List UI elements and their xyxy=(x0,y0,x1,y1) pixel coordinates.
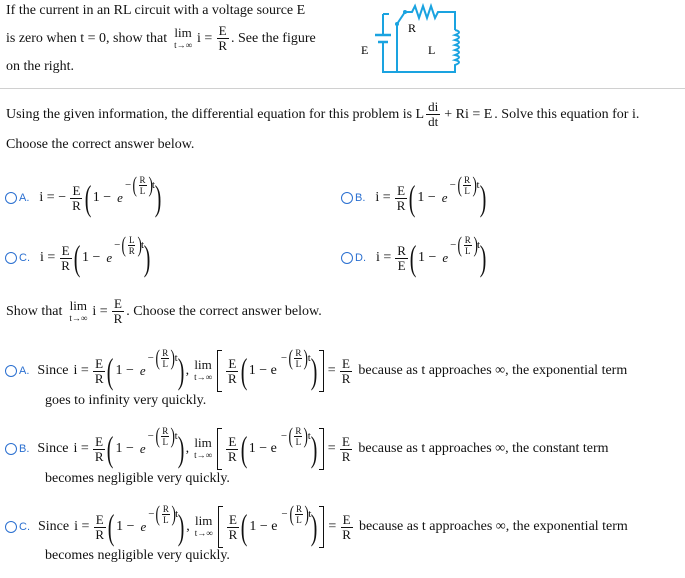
exp-base: e xyxy=(441,190,448,205)
exp-base: e xyxy=(139,363,146,378)
fraction xyxy=(294,348,302,369)
fraction xyxy=(340,513,353,542)
radio-button[interactable] xyxy=(5,192,17,204)
since-label: Since xyxy=(37,363,69,378)
exponent xyxy=(125,174,155,196)
numerator: E xyxy=(342,433,350,449)
denominator: L xyxy=(162,358,168,369)
denominator: R xyxy=(342,526,351,542)
numerator: E xyxy=(61,242,70,258)
limit-label: lim xyxy=(194,357,212,372)
fraction xyxy=(93,435,106,464)
right-paren: ) xyxy=(473,232,478,257)
denominator: L xyxy=(295,358,302,369)
fraction xyxy=(340,357,353,386)
numerator: E xyxy=(342,511,351,527)
formula-text: 1 − e xyxy=(249,519,278,534)
right-paren: ) xyxy=(154,178,162,218)
part2-option-a-line2: goes to infinity very quickly. xyxy=(45,393,207,408)
left-bracket xyxy=(217,428,222,470)
right-paren: ) xyxy=(479,178,486,218)
limit-label: lim xyxy=(194,435,212,450)
fraction xyxy=(139,175,147,196)
fraction xyxy=(226,435,239,464)
exp-power: t xyxy=(175,508,179,520)
formula-text: = xyxy=(327,441,336,456)
denominator: R xyxy=(341,448,351,464)
left-paren: ( xyxy=(288,423,293,448)
exp-power: t xyxy=(476,179,480,191)
part2-option-a[interactable] xyxy=(5,345,628,392)
part1-option-b[interactable] xyxy=(341,172,486,218)
part2-text-post: . Choose the correct answer below. xyxy=(126,303,322,319)
left-paren: ( xyxy=(155,345,160,370)
denominator: E xyxy=(397,257,406,273)
numerator: di xyxy=(428,99,439,114)
numerator: E xyxy=(218,23,227,38)
right-bracket xyxy=(319,350,324,392)
denominator: R xyxy=(396,197,406,213)
exp-power: t xyxy=(151,179,155,191)
fraction xyxy=(59,244,72,273)
numerator: R xyxy=(162,347,169,358)
minus-sign: − xyxy=(281,508,288,520)
formula-text: , xyxy=(186,519,190,534)
part2-option-b[interactable] xyxy=(5,423,609,470)
option-letter: B. xyxy=(19,443,30,455)
left-paren: ( xyxy=(240,429,248,469)
fraction xyxy=(112,297,125,326)
denominator: L xyxy=(139,185,146,196)
fraction xyxy=(161,348,169,369)
left-paren: ( xyxy=(155,423,160,448)
left-paren: ( xyxy=(289,501,294,526)
formula xyxy=(113,423,178,460)
formula-text: + Ri = E xyxy=(444,106,493,122)
radio-button[interactable] xyxy=(341,252,353,264)
formula-text: i = xyxy=(40,250,56,265)
part2-option-c-line2: becomes negligible very quickly. xyxy=(45,548,230,563)
fraction xyxy=(128,235,136,256)
fraction xyxy=(93,513,106,542)
part2-text: Show that xyxy=(6,303,63,319)
numerator: R xyxy=(162,503,169,514)
exp-base: e xyxy=(117,190,123,205)
formula xyxy=(247,423,311,460)
inductor-label: L xyxy=(428,43,436,57)
resistor-label: R xyxy=(408,21,417,35)
denominator: L xyxy=(163,514,169,525)
left-paren: ( xyxy=(107,507,115,547)
option-explanation: because as t approaches ∞, the exponential term xyxy=(358,519,628,534)
formula-text: i = xyxy=(376,250,392,265)
numerator: R xyxy=(139,174,146,185)
part2-option-b-line2: becomes negligible very quickly. xyxy=(45,471,230,486)
fraction xyxy=(295,504,303,525)
exponent xyxy=(450,174,480,196)
denominator: R xyxy=(72,197,81,213)
left-paren: ( xyxy=(241,507,248,547)
exponent xyxy=(281,503,311,525)
part2-option-c[interactable] xyxy=(5,501,628,548)
numerator: R xyxy=(295,425,302,436)
minus-sign: − xyxy=(280,352,288,364)
exp-base: e xyxy=(442,250,449,265)
denominator: R xyxy=(341,370,351,386)
limit-formula xyxy=(66,297,126,326)
numerator: E xyxy=(228,355,237,371)
formula xyxy=(247,345,311,382)
right-paren: ) xyxy=(147,172,153,197)
formula xyxy=(72,423,355,470)
exponent xyxy=(281,425,311,447)
left-bracket xyxy=(218,506,223,548)
numerator: R xyxy=(464,234,471,245)
exp-base: e xyxy=(139,441,146,456)
intro-text: is zero when t = 0, show that xyxy=(6,30,168,46)
exp-power: t xyxy=(141,239,145,251)
formula-text: 1 − xyxy=(81,250,101,265)
right-bracket xyxy=(319,506,324,548)
part2-statement xyxy=(6,297,322,326)
formula xyxy=(114,501,179,538)
formula-text: i = xyxy=(197,30,213,46)
formula-text: i = xyxy=(74,519,90,534)
limit-label: lim xyxy=(174,24,192,40)
exponent xyxy=(148,425,178,447)
exp-power: t xyxy=(308,508,312,520)
denominator: R xyxy=(113,311,123,326)
divider xyxy=(0,88,685,89)
formula-text: , xyxy=(185,441,190,456)
denominator: R xyxy=(94,448,104,464)
formula xyxy=(374,232,487,278)
numerator: E xyxy=(113,296,122,311)
part1-prompt: Choose the correct answer below. xyxy=(6,137,195,152)
exponent xyxy=(281,347,311,369)
fraction xyxy=(226,357,239,386)
formula xyxy=(91,172,155,209)
intro-line-1: If the current in an RL circuit with a voltage source E xyxy=(6,3,306,18)
formula-text: 1 − e xyxy=(248,363,277,378)
fraction xyxy=(161,426,169,447)
radio-button[interactable] xyxy=(5,443,17,455)
limit-subscript: t→∞ xyxy=(194,450,213,460)
minus-sign: − xyxy=(124,179,132,191)
formula xyxy=(113,345,178,382)
fraction xyxy=(463,175,471,196)
numerator: R xyxy=(295,503,302,514)
exponent xyxy=(148,347,178,369)
exponent xyxy=(114,234,144,256)
limit-label: lim xyxy=(69,297,88,313)
right-paren: ) xyxy=(311,507,318,547)
right-paren: ) xyxy=(310,351,318,391)
formula-text: i = xyxy=(73,363,89,378)
denominator: R xyxy=(218,38,227,53)
source-label: E xyxy=(361,43,369,57)
numerator: E xyxy=(397,182,406,198)
right-paren: ) xyxy=(143,238,151,278)
limit xyxy=(194,359,212,383)
denominator: R xyxy=(128,245,135,256)
exp-base: e xyxy=(106,250,113,265)
exponent xyxy=(148,503,178,525)
denominator: R xyxy=(94,370,104,386)
formula xyxy=(415,172,480,209)
denominator: R xyxy=(228,448,237,464)
numerator: R xyxy=(162,425,169,436)
formula xyxy=(373,172,486,218)
denominator: L xyxy=(295,436,302,447)
formula xyxy=(416,232,481,269)
option-letter: A. xyxy=(19,192,30,204)
fraction xyxy=(227,513,240,542)
limit-formula xyxy=(171,24,231,53)
formula-text: = xyxy=(328,519,337,534)
left-paren: ( xyxy=(73,238,81,278)
option-letter: C. xyxy=(19,252,30,264)
left-paren: ( xyxy=(457,232,463,257)
formula-text: i = xyxy=(73,441,89,456)
denominator: L xyxy=(296,514,302,525)
intro-line-3: on the right. xyxy=(6,59,75,74)
limit-subscript: t→∞ xyxy=(194,372,213,382)
fraction xyxy=(395,244,408,273)
formula xyxy=(247,501,312,538)
denominator: R xyxy=(228,526,238,542)
numerator: E xyxy=(342,355,350,371)
left-bracket xyxy=(217,350,222,392)
limit xyxy=(174,24,193,51)
part1-option-d[interactable] xyxy=(341,232,487,278)
numerator: L xyxy=(128,234,135,245)
numerator: E xyxy=(72,182,81,198)
numerator: E xyxy=(95,511,104,527)
part1-text-post: . Solve this equation for i. xyxy=(494,106,640,122)
right-paren: ) xyxy=(171,501,176,526)
denominator: R xyxy=(95,526,105,542)
right-bracket xyxy=(319,428,324,470)
minus-sign: − xyxy=(114,239,121,251)
denominator: L xyxy=(464,185,470,196)
formula xyxy=(37,172,162,218)
intro-line-2 xyxy=(6,24,316,53)
exp-power: t xyxy=(174,430,178,442)
right-paren: ) xyxy=(177,351,184,391)
numerator: R xyxy=(295,347,302,358)
numerator: E xyxy=(95,355,104,371)
right-paren: ) xyxy=(310,429,318,469)
formula-text: 1 − xyxy=(115,363,134,378)
limit xyxy=(69,297,88,324)
option-letter: D. xyxy=(355,252,366,264)
formula-text: = xyxy=(327,363,336,378)
formula-text: 1 − xyxy=(116,519,135,534)
limit-subscript: t→∞ xyxy=(194,528,213,538)
since-label: Since xyxy=(37,441,69,456)
right-paren: ) xyxy=(303,345,309,370)
exp-power: t xyxy=(174,352,178,364)
left-paren: ( xyxy=(288,345,293,370)
formula-text: 1 − e xyxy=(248,441,277,456)
limit-label: lim xyxy=(195,513,213,528)
right-paren: ) xyxy=(472,172,477,197)
minus-sign: − xyxy=(147,430,154,442)
formula-text: i = xyxy=(92,303,108,319)
fraction xyxy=(216,24,229,53)
formula xyxy=(72,501,355,548)
right-paren: ) xyxy=(303,423,309,448)
left-paren: ( xyxy=(409,178,416,218)
left-paren: ( xyxy=(240,351,248,391)
fraction xyxy=(162,504,170,525)
formula xyxy=(225,501,318,547)
exponent xyxy=(450,234,480,256)
fraction xyxy=(70,184,83,213)
left-paren: ( xyxy=(132,172,138,197)
rl-circuit-figure xyxy=(355,2,465,74)
right-paren: ) xyxy=(137,232,142,257)
left-paren: ( xyxy=(457,172,462,197)
minus-sign: − xyxy=(147,352,154,364)
minus-sign: − xyxy=(449,179,456,191)
exp-base: e xyxy=(140,519,147,534)
radio-button[interactable] xyxy=(5,365,17,377)
fraction xyxy=(340,435,353,464)
fraction xyxy=(426,100,440,129)
fraction xyxy=(294,426,302,447)
numerator: E xyxy=(228,433,237,449)
option-letter: A. xyxy=(19,365,30,377)
formula xyxy=(66,297,126,326)
exp-power: t xyxy=(477,239,481,251)
denominator: dt xyxy=(428,114,439,129)
formula-text: 1 − xyxy=(92,190,112,205)
formula-text: 1 − xyxy=(417,190,436,205)
intro-text-post: . See the figure xyxy=(230,30,316,46)
exp-power: t xyxy=(307,430,311,442)
left-paren: ( xyxy=(107,351,114,391)
formula-text: 1 − xyxy=(417,250,437,265)
part1-statement xyxy=(6,100,639,129)
right-paren: ) xyxy=(479,238,487,278)
differential-equation xyxy=(424,100,494,129)
exp-power: t xyxy=(307,352,311,364)
radio-button[interactable] xyxy=(5,521,17,533)
part1-text: Using the given information, the differential equation for this problem is L xyxy=(6,106,425,122)
denominator: R xyxy=(61,257,70,273)
denominator: L xyxy=(464,245,471,256)
minus-sign: − xyxy=(450,239,457,251)
left-paren: ( xyxy=(121,232,127,257)
fraction xyxy=(464,235,472,256)
left-paren: ( xyxy=(107,429,114,469)
formula-text: , xyxy=(185,363,190,378)
formula-text: i = xyxy=(375,190,391,205)
right-paren: ) xyxy=(304,501,309,526)
denominator: L xyxy=(162,436,168,447)
right-paren: ) xyxy=(170,345,176,370)
numerator: R xyxy=(397,242,406,258)
part1-option-a[interactable] xyxy=(5,172,162,218)
left-paren: ( xyxy=(155,501,161,526)
formula xyxy=(224,423,318,469)
option-letter: B. xyxy=(355,192,366,204)
minus-sign: − xyxy=(280,430,288,442)
radio-button[interactable] xyxy=(5,252,17,264)
numerator: R xyxy=(464,174,471,185)
limit xyxy=(194,437,212,461)
formula xyxy=(224,345,318,391)
numerator: E xyxy=(95,433,104,449)
denominator: R xyxy=(228,370,237,386)
formula xyxy=(38,232,151,278)
limit-subscript: t→∞ xyxy=(69,312,88,323)
formula xyxy=(424,100,494,129)
limit xyxy=(195,515,213,539)
option-letter: C. xyxy=(19,521,30,533)
formula xyxy=(171,24,231,53)
formula-text: i = − xyxy=(39,190,67,205)
option-explanation: because as t approaches ∞, the exponential term xyxy=(358,363,628,378)
fraction xyxy=(93,357,106,386)
radio-button[interactable] xyxy=(341,192,353,204)
right-paren: ) xyxy=(177,429,184,469)
formula xyxy=(72,345,355,392)
formula-text: 1 − xyxy=(115,441,134,456)
part1-option-c[interactable] xyxy=(5,232,151,278)
limit-subscript: t→∞ xyxy=(174,39,193,50)
left-paren: ( xyxy=(84,178,92,218)
option-explanation: because as t approaches ∞, the constant term xyxy=(358,441,609,456)
fraction xyxy=(395,184,408,213)
numerator: E xyxy=(229,511,237,527)
minus-sign: − xyxy=(148,508,155,520)
right-paren: ) xyxy=(170,423,176,448)
formula xyxy=(80,232,145,269)
since-label: Since xyxy=(38,519,70,534)
right-paren: ) xyxy=(177,507,185,547)
left-paren: ( xyxy=(409,238,417,278)
